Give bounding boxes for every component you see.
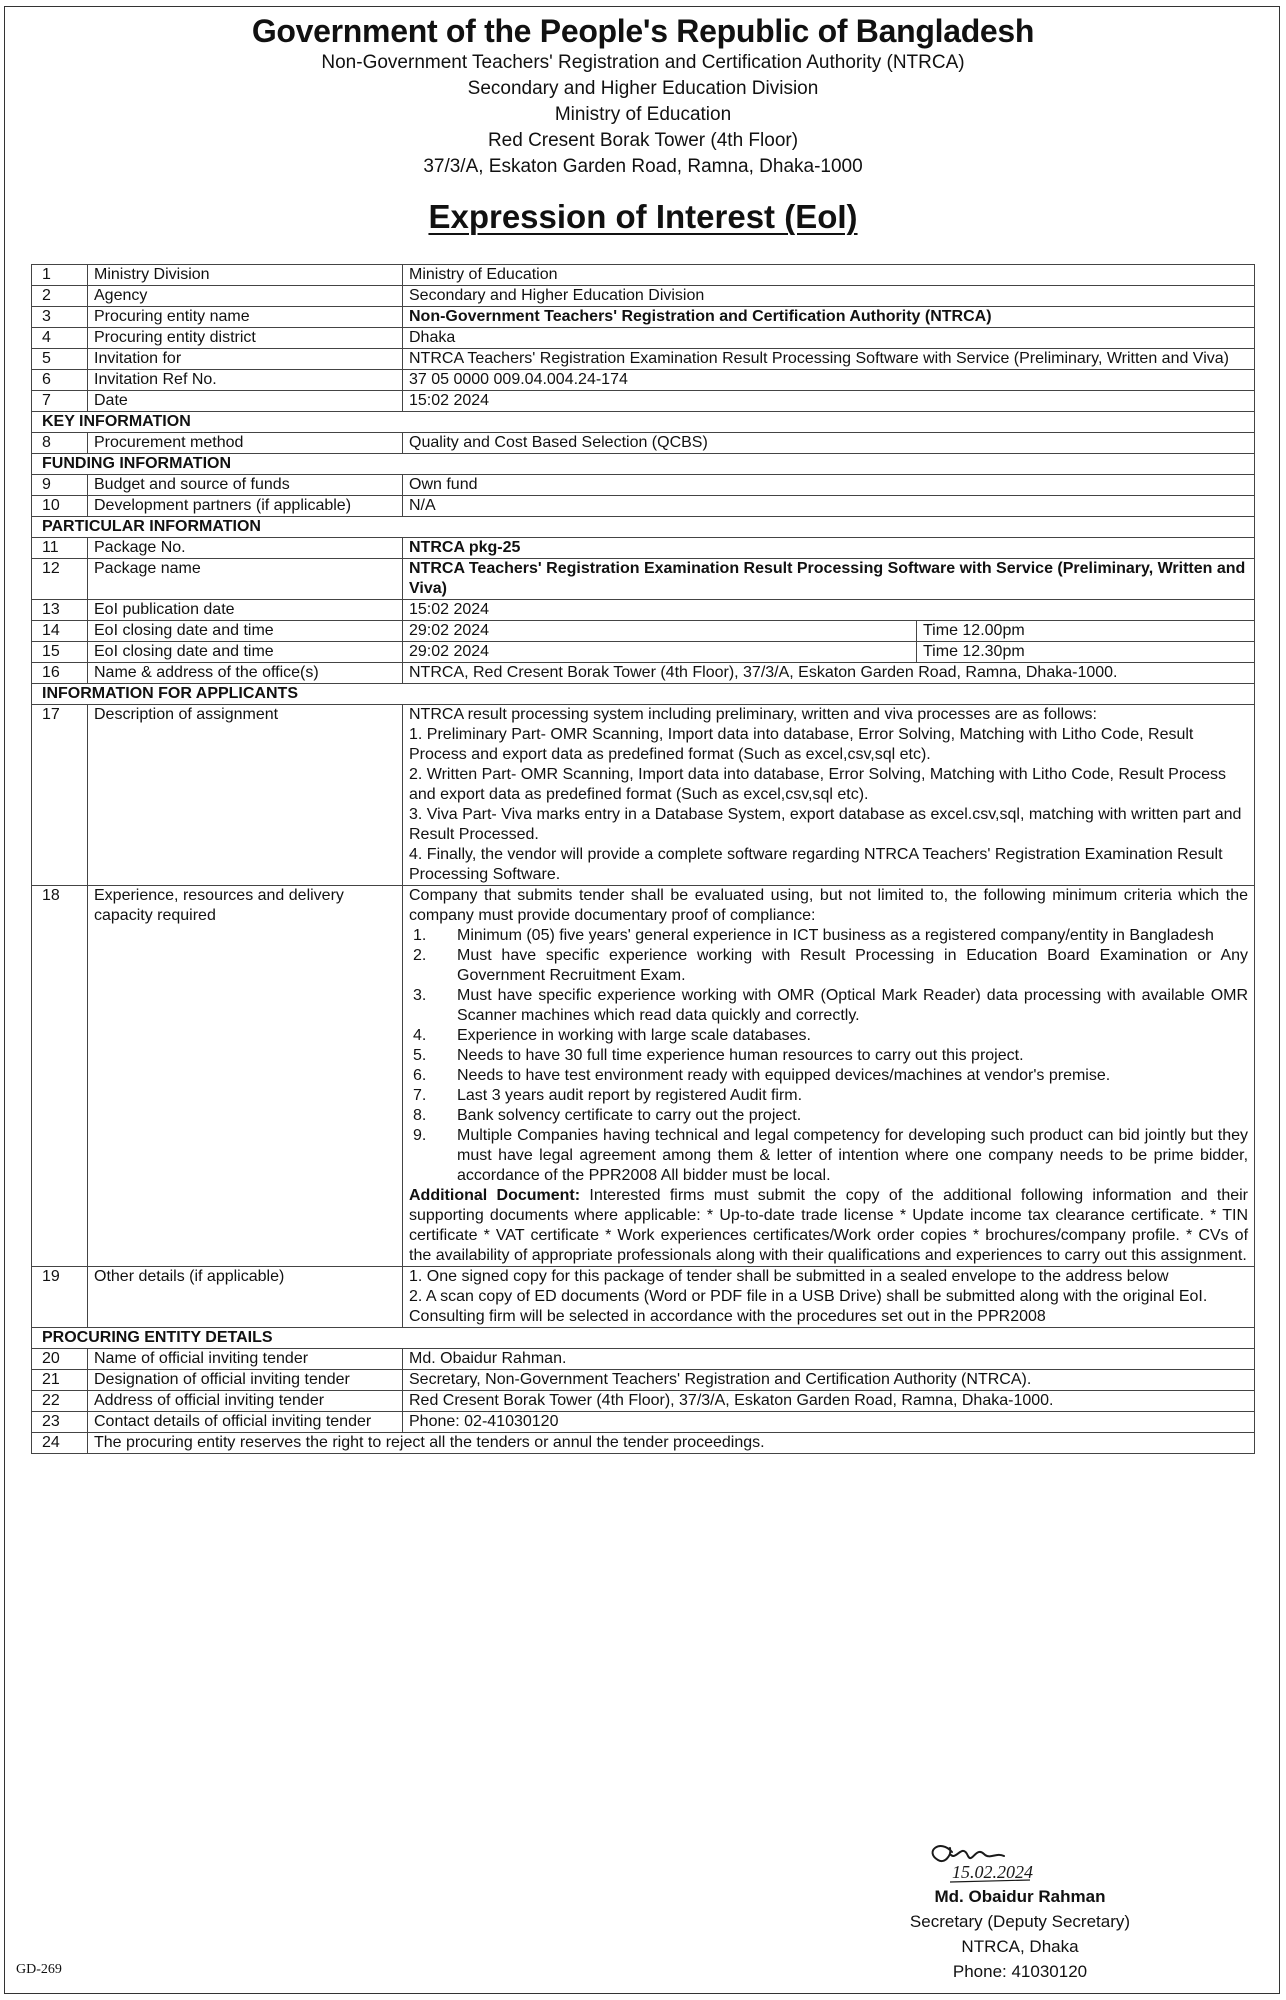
description-line: 4. Finally, the vendor will provide a complete software regarding NTRCA Teachers' Registration Examination Result Processing Software. [409, 846, 1223, 883]
row-label: EoI closing date and time [88, 642, 403, 663]
row-label: Contact details of official inviting tender [88, 1412, 403, 1433]
table-row [32, 886, 1255, 1267]
table-row [32, 391, 1255, 412]
row-number: 7 [32, 391, 88, 412]
table-row [32, 663, 1255, 684]
section-header [32, 517, 1255, 538]
row-number: 20 [32, 1349, 88, 1370]
row-number: 24 [32, 1433, 88, 1454]
other-details [403, 1267, 1255, 1328]
row-value: Non-Government Teachers' Registration and Certification Authority (NTRCA) [403, 307, 1255, 328]
signatory-block [860, 1884, 1180, 1984]
row-number: 5 [32, 349, 88, 370]
table-row [32, 370, 1255, 391]
section-header [32, 454, 1255, 475]
assignment-description [403, 705, 1255, 886]
row-value: Ministry of Education [403, 265, 1255, 286]
table-row [32, 1433, 1255, 1454]
signatory-designation: Secretary (Deputy Secretary) [909, 1912, 1131, 1931]
table-row [32, 1349, 1255, 1370]
list-item [409, 1046, 1248, 1066]
row-label: Procurement method [88, 433, 403, 454]
row-label: Ministry Division [88, 265, 403, 286]
row-number: 10 [32, 496, 88, 517]
section-title: INFORMATION FOR APPLICANTS [32, 684, 1255, 705]
row-value: Secondary and Higher Education Division [403, 286, 1255, 307]
table-row [32, 600, 1255, 621]
detail-line: 1. One signed copy for this package of tender shall be submitted in a sealed envelope to the address below [409, 1268, 1169, 1285]
row-label: Other details (if applicable) [88, 1267, 403, 1328]
table-row [32, 286, 1255, 307]
row-time: Time 12.30pm [917, 642, 1255, 663]
description-line: NTRCA result processing system including preliminary, written and viva processes are as follows: [409, 706, 1097, 723]
row-label: Agency [88, 286, 403, 307]
item-number: 7. [413, 1087, 427, 1104]
description-line: 3. Viva Part- Viva marks entry in a Database System, export database as excel.csv,sql, matching with written part and Result Processed. [409, 806, 1242, 843]
row-label: Experience, resources and delivery capacity required [88, 886, 403, 1267]
row-label: Package name [88, 559, 403, 600]
section-title: PARTICULAR INFORMATION [32, 517, 1255, 538]
handwritten-signature [880, 1832, 1160, 1892]
row-number: 23 [32, 1412, 88, 1433]
row-label: Budget and source of funds [88, 475, 403, 496]
row-label: Address of official inviting tender [88, 1391, 403, 1412]
item-number: 6. [413, 1067, 427, 1084]
additional-documents-label: Additional Document: [409, 1187, 581, 1204]
item-number: 8. [413, 1107, 427, 1124]
section-header [32, 684, 1255, 705]
row-label: Name & address of the office(s) [88, 663, 403, 684]
street-address: 37/3/A, Eskaton Garden Road, Ramna, Dhaka-1000 [423, 156, 863, 177]
row-label: Procuring entity name [88, 307, 403, 328]
section-title: PROCURING ENTITY DETAILS [32, 1328, 1255, 1349]
table-row [32, 307, 1255, 328]
table-row [32, 559, 1255, 600]
item-number: 3. [413, 987, 427, 1004]
row-number: 6 [32, 370, 88, 391]
row-label: Invitation Ref No. [88, 370, 403, 391]
row-number: 18 [32, 886, 88, 1267]
item-text: Bank solvency certificate to carry out the project. [457, 1107, 802, 1124]
row-number: 12 [32, 559, 88, 600]
notice-title [0, 198, 1286, 236]
row-number: 22 [32, 1391, 88, 1412]
description-line: 2. Written Part- OMR Scanning, Import data into database, Error Solving, Matching with Litho Code, Result Process and export data as predefined format (Such as excel,csv,sql etc). [409, 766, 1226, 803]
additional-documents-text: Interested firms must submit the copy of the additional following information and their supporting documents where applicable: * Up-to-date trade license * Update income tax clearance certificate. * TIN certificate * VAT certificate * Work experiences certificates/Work order copies * brochures/company profile. * CVs of the availability of appropriate professionals along with their qualifications and experiences to carry out this assignment. [409, 1187, 1249, 1264]
row-time: Time 12.00pm [917, 621, 1255, 642]
item-text: Needs to have test environment ready with equipped devices/machines at vendor's premise. [457, 1067, 1111, 1084]
section-header [32, 412, 1255, 433]
table-row [32, 1412, 1255, 1433]
item-text: Last 3 years audit report by registered Audit firm. [457, 1087, 803, 1104]
table-row [32, 642, 1255, 663]
signatory-office: NTRCA, Dhaka [961, 1937, 1079, 1956]
row-number: 15 [32, 642, 88, 663]
detail-line: 2. A scan copy of ED documents (Word or PDF file in a USB Drive) shall be submitted along with the original EoI. [409, 1288, 1208, 1305]
row-number: 4 [32, 328, 88, 349]
row-number: 19 [32, 1267, 88, 1328]
table-row [32, 475, 1255, 496]
table-row [32, 621, 1255, 642]
row-label: Name of official inviting tender [88, 1349, 403, 1370]
table-row [32, 705, 1255, 886]
section-header [32, 1328, 1255, 1349]
row-value: Own fund [403, 475, 1255, 496]
item-text: Multiple Companies having technical and legal competency for developing such product can bid jointly but they must have legal agreement among them & letter of intention where one company needs to be prime bidder, accordance of the PPR2008 All bidder must be local. [457, 1127, 1249, 1184]
table-row [32, 265, 1255, 286]
row-number: 13 [32, 600, 88, 621]
signatory-phone: Phone: 41030120 [952, 1962, 1088, 1981]
row-value: NTRCA pkg-25 [403, 538, 1255, 559]
signature-date: 15.02.2024 [952, 1862, 1033, 1882]
row-number: 11 [32, 538, 88, 559]
government-title: Government of the People's Republic of Bangladesh [251, 13, 1035, 49]
row-number: 8 [32, 433, 88, 454]
row-label: Designation of official inviting tender [88, 1370, 403, 1391]
row-label: EoI publication date [88, 600, 403, 621]
row-value: N/A [403, 496, 1255, 517]
row-number: 1 [32, 265, 88, 286]
row-value: NTRCA, Red Cresent Borak Tower (4th Floor), 37/3/A, Eskaton Garden Road, Ramna, Dhaka-1000. [403, 663, 1255, 684]
row-value: Md. Obaidur Rahman. [403, 1349, 1255, 1370]
row-number: 9 [32, 475, 88, 496]
detail-line: Consulting firm will be selected in accordance with the procedures set out in the PPR2008 [409, 1308, 1046, 1325]
item-text: Must have specific experience working with Result Processing in Education Board Examination or Any Government Recruitment Exam. [457, 947, 1249, 984]
row-number: 21 [32, 1370, 88, 1391]
row-value: NTRCA Teachers' Registration Examination Result Processing Software with Service (Preliminary, Written and Viva) [403, 349, 1255, 370]
table-row [32, 349, 1255, 370]
section-title: KEY INFORMATION [32, 412, 1255, 433]
authority-name: Non-Government Teachers' Registration and Certification Authority (NTRCA) [321, 52, 965, 73]
item-number: 2. [413, 947, 427, 964]
item-number: 4. [413, 1027, 427, 1044]
item-text: Experience in working with large scale databases. [457, 1027, 811, 1044]
list-item [409, 946, 1248, 986]
section-title: FUNDING INFORMATION [32, 454, 1255, 475]
table-row [32, 1391, 1255, 1412]
additional-documents [409, 1186, 1248, 1266]
row-number: 14 [32, 621, 88, 642]
row-value: Quality and Cost Based Selection (QCBS) [403, 433, 1255, 454]
table-row [32, 328, 1255, 349]
row-value: Phone: 02-41030120 [403, 1412, 1255, 1433]
row-label: Development partners (if applicable) [88, 496, 403, 517]
item-text: Minimum (05) five years' general experience in ICT business as a registered company/entity in Bangladesh [457, 927, 1214, 944]
table-row [32, 1370, 1255, 1391]
row-value: 15:02 2024 [403, 391, 1255, 412]
row-label: Procuring entity district [88, 328, 403, 349]
row-number: 16 [32, 663, 88, 684]
row-value: Secretary, Non-Government Teachers' Registration and Certification Authority (NTRCA). [403, 1370, 1255, 1391]
row-label: EoI closing date and time [88, 621, 403, 642]
eoi-table [31, 264, 1255, 1454]
notice-title-text: Expression of Interest (EoI) [428, 198, 858, 235]
table-row [32, 496, 1255, 517]
row-number: 3 [32, 307, 88, 328]
row-value: Red Cresent Borak Tower (4th Floor), 37/3/A, Eskaton Garden Road, Ramna, Dhaka-1000. [403, 1391, 1255, 1412]
row-value: NTRCA Teachers' Registration Examination Result Processing Software with Service (Preliminary, Written and Viva) [403, 559, 1255, 600]
list-item [409, 1086, 1248, 1106]
item-number: 1. [413, 927, 427, 944]
table-row [32, 433, 1255, 454]
criteria-list [409, 926, 1248, 1186]
list-item [409, 1106, 1248, 1126]
row-value: 37 05 0000 009.04.004.24-174 [403, 370, 1255, 391]
row-value: Dhaka [403, 328, 1255, 349]
table-row [32, 1267, 1255, 1328]
table-row [32, 538, 1255, 559]
list-item [409, 986, 1248, 1026]
experience-requirements [403, 886, 1255, 1267]
item-text: Must have specific experience working with OMR (Optical Mark Reader) data processing with available OMR Scanner machines which read data quickly and correctly. [457, 987, 1249, 1024]
list-item [409, 926, 1248, 946]
ministry-name: Ministry of Education [554, 104, 732, 125]
row-label: Invitation for [88, 349, 403, 370]
row-value: 15:02 2024 [403, 600, 1255, 621]
row-value: 29:02 2024 [403, 642, 917, 663]
document-header [0, 12, 1286, 180]
criteria-intro: Company that submits tender shall be evaluated using, but not limited to, the following minimum criteria which the company must provide documentary proof of compliance: [409, 887, 1249, 924]
list-item [409, 1026, 1248, 1046]
row-value: 29:02 2024 [403, 621, 917, 642]
description-line: 1. Preliminary Part- OMR Scanning, Import data into database, Error Solving, Matching with Litho Code, Result Process and export data as predefined format (Such as excel,csv,sql etc). [409, 726, 1194, 763]
signatory-name: Md. Obaidur Rahman [934, 1887, 1106, 1906]
item-number: 5. [413, 1047, 427, 1064]
row-label: The procuring entity reserves the right to reject all the tenders or annul the tender proceedings. [88, 1433, 1255, 1454]
item-text: Needs to have 30 full time experience human resources to carry out this project. [457, 1047, 1024, 1064]
list-item [409, 1066, 1248, 1086]
row-number: 17 [32, 705, 88, 886]
building-address: Red Cresent Borak Tower (4th Floor) [487, 130, 799, 151]
row-label: Package No. [88, 538, 403, 559]
publication-code: GD-269 [16, 1962, 62, 1977]
division-name: Secondary and Higher Education Division [467, 78, 819, 99]
row-number: 2 [32, 286, 88, 307]
row-label: Description of assignment [88, 705, 403, 886]
list-item [409, 1126, 1248, 1186]
row-label: Date [88, 391, 403, 412]
item-number: 9. [413, 1127, 427, 1144]
